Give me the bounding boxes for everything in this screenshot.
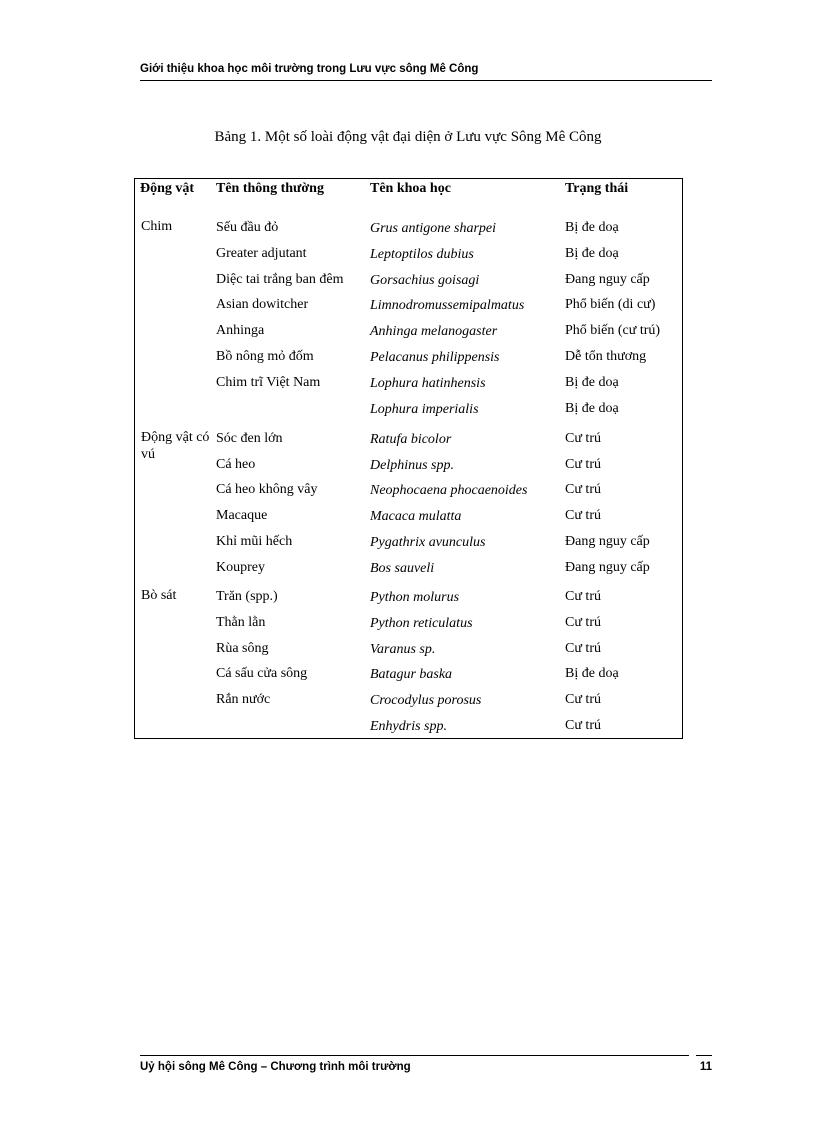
column-header-status: Trạng thái — [565, 181, 629, 196]
common-name-cell: Sếu đầu đỏ — [216, 220, 279, 235]
common-name-cell: Asian dowitcher — [216, 297, 309, 313]
scientific-name-cell: Delphinus spp. — [370, 457, 454, 473]
status-cell: Đang nguy cấp — [565, 559, 650, 575]
common-name-cell: Rắn nước — [216, 692, 271, 708]
status-cell: Cư trú — [565, 692, 601, 708]
column-header-scientific-name: Tên khoa học — [370, 181, 451, 196]
status-cell: Phổ biến (cư trú) — [565, 323, 661, 339]
column-header-common-name: Tên thông thường — [216, 181, 324, 196]
status-cell: Bị đe doạ — [565, 245, 619, 261]
footer-rule — [140, 1055, 689, 1056]
scientific-name-cell: Gorsachius goisagi — [370, 272, 480, 288]
scientific-name-cell: Neophocaena phocaenoides — [370, 483, 528, 499]
scientific-name-cell: Varanus sp. — [370, 641, 436, 657]
common-name-cell: Trăn (spp.) — [216, 589, 278, 604]
common-name-cell: Cá sấu cửa sông — [216, 666, 308, 682]
group-label: Bò sát — [141, 588, 177, 603]
species-table — [134, 178, 683, 739]
group-label: Động vật có vú — [141, 430, 210, 462]
scientific-name-cell: Leptoptilos dubius — [370, 246, 474, 262]
status-cell: Bị đe doạ — [565, 374, 619, 390]
footer-text: Uỷ hội sông Mê Công – Chương trình môi trường — [140, 1061, 411, 1073]
page-header: Giới thiệu khoa học môi trường trong Lưu vực sông Mê Công — [140, 62, 712, 81]
status-cell: Cư trú — [565, 589, 601, 604]
table-caption: Bảng 1. Một số loài động vật đại diện ở Lưu vực Sông Mê Công — [214, 129, 602, 145]
footer-rule-short — [696, 1055, 712, 1056]
common-name-cell: Bồ nông mỏ đốm — [216, 349, 314, 364]
status-cell: Phổ biến (di cư) — [565, 297, 656, 313]
status-cell: Cư trú — [565, 431, 601, 446]
scientific-name-cell: Bos sauveli — [370, 560, 435, 576]
common-name-cell: Kouprey — [216, 559, 265, 575]
scientific-name-cell: Pelacanus philippensis — [370, 350, 500, 365]
status-cell: Bị đe doạ — [565, 400, 619, 416]
common-name-cell: Thằn lằn — [216, 614, 266, 630]
status-cell: Đang nguy cấp — [565, 271, 650, 287]
status-cell: Cư trú — [565, 614, 601, 630]
common-name-cell: Chim trĩ Việt Nam — [216, 374, 321, 390]
status-cell: Bị đe doạ — [565, 220, 619, 235]
common-name-cell: Greater adjutant — [216, 245, 307, 261]
group-label: Chim — [141, 219, 173, 234]
scientific-name-cell: Macaca mulatta — [370, 509, 462, 525]
common-name-cell: Khỉ mũi hếch — [216, 533, 293, 549]
status-cell: Dễ tổn thương — [565, 349, 647, 364]
scientific-name-cell: Lophura imperialis — [370, 401, 479, 417]
scientific-name-cell: Python reticulatus — [370, 615, 473, 631]
common-name-cell: Cá heo — [216, 456, 256, 472]
scientific-name-cell: Lophura hatinhensis — [370, 375, 486, 391]
scientific-name-cell: Pygathrix avunculus — [370, 534, 486, 550]
common-name-cell: Diệc tai trắng ban đêm — [216, 271, 344, 287]
status-cell: Cư trú — [565, 482, 601, 498]
scientific-name-cell: Limnodromussemipalmatus — [370, 298, 525, 314]
status-cell: Cư trú — [565, 640, 601, 656]
scientific-name-cell: Ratufa bicolor — [370, 432, 452, 447]
status-cell: Cư trú — [565, 718, 601, 733]
status-cell: Bị đe doạ — [565, 666, 619, 682]
common-name-cell: Macaque — [216, 508, 268, 524]
status-cell: Cư trú — [565, 456, 601, 472]
scientific-name-cell: Python molurus — [370, 590, 460, 605]
page-number: 11 — [699, 1061, 712, 1073]
common-name-cell: Anhinga — [216, 323, 265, 339]
column-header-group: Động vật — [140, 181, 195, 196]
status-cell: Cư trú — [565, 508, 601, 524]
scientific-name-cell: Grus antigone sharpei — [370, 221, 496, 236]
scientific-name-cell: Anhinga melanogaster — [370, 324, 498, 340]
common-name-cell: Cá heo không vây — [216, 482, 318, 498]
status-cell: Đang nguy cấp — [565, 533, 650, 549]
common-name-cell: Sóc đen lớn — [216, 431, 283, 446]
common-name-cell: Rùa sông — [216, 640, 269, 656]
scientific-name-cell: Crocodylus porosus — [370, 693, 482, 709]
scientific-name-cell: Enhydris spp. — [370, 719, 447, 734]
scientific-name-cell: Batagur baska — [370, 667, 453, 683]
